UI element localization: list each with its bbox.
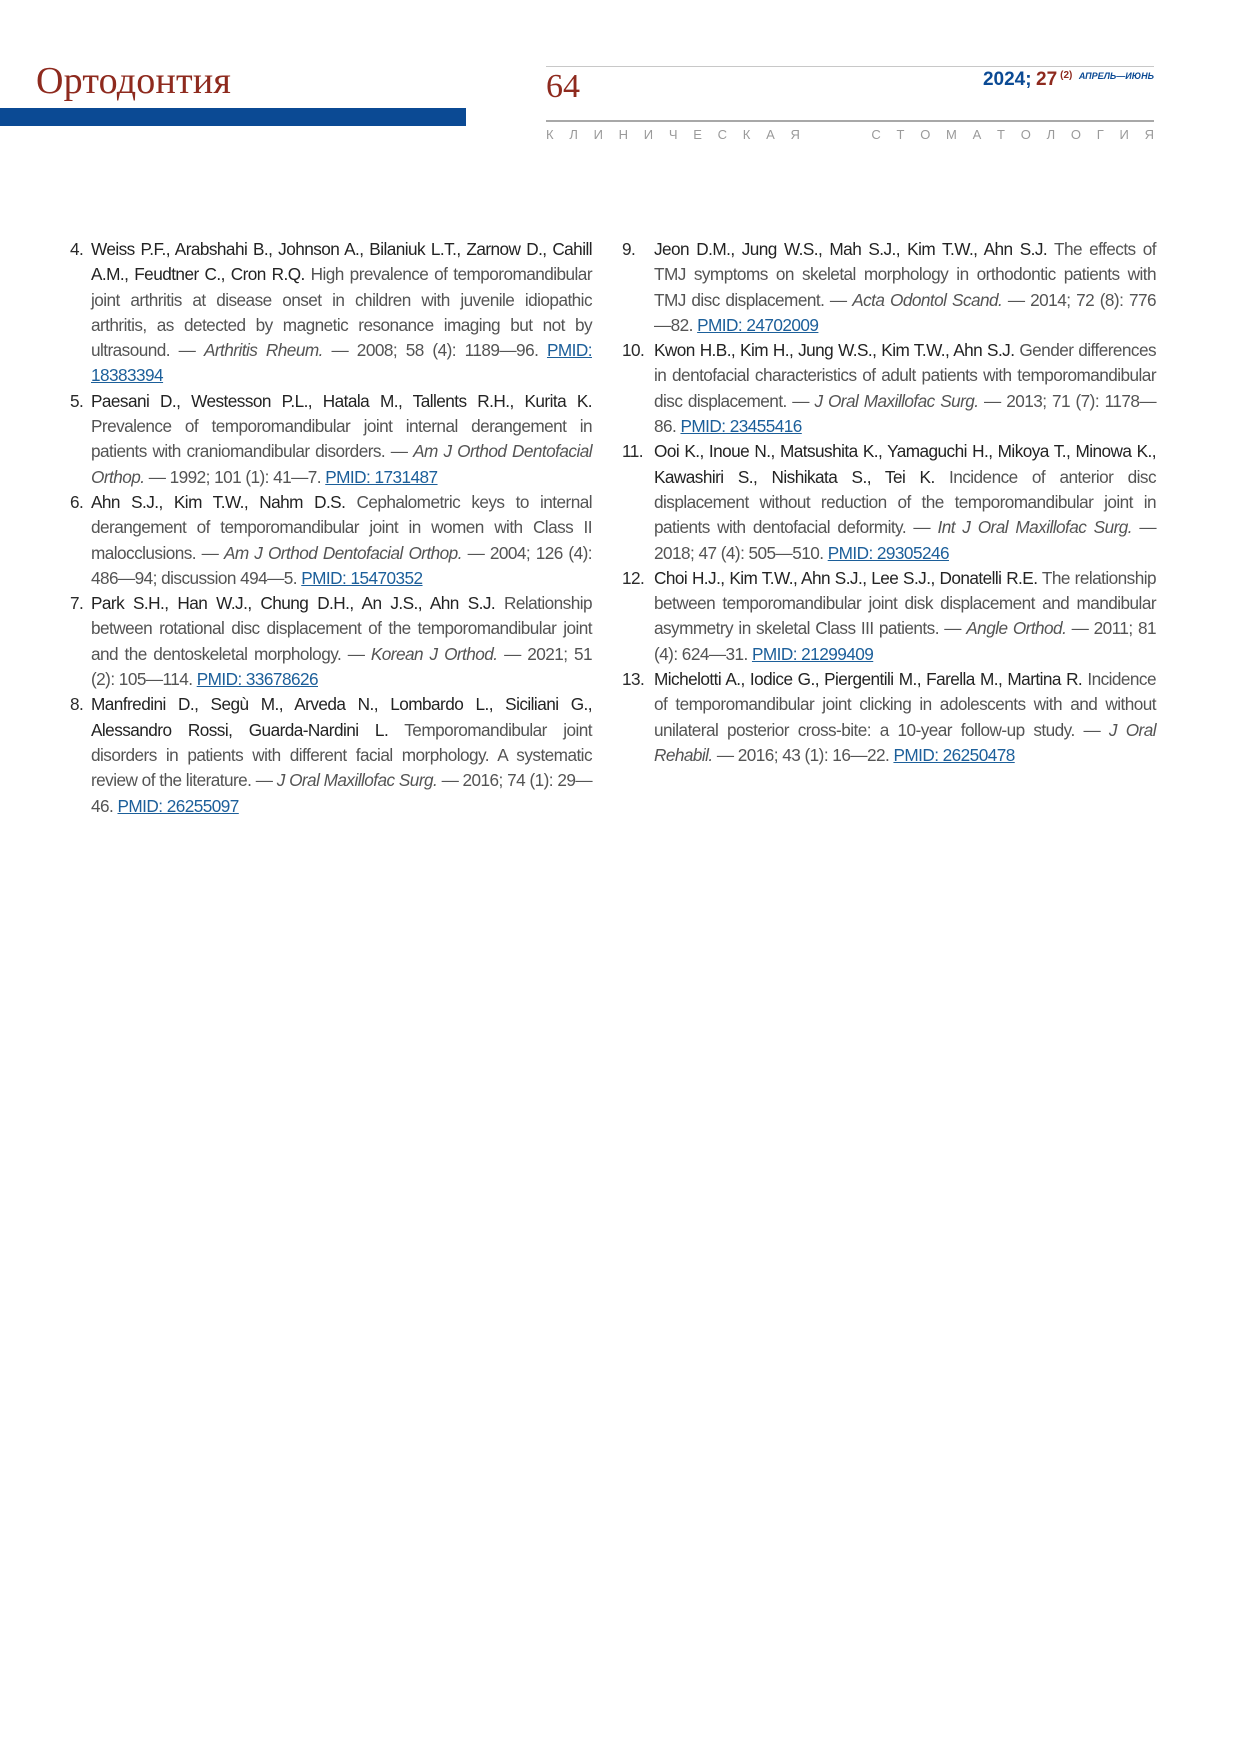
reference-authors: Kwon H.B., Kim H., Jung W.S., Kim T.W., Ahn S.J.	[654, 340, 1015, 361]
reference-journal: J Oral Rehabil.	[654, 719, 1156, 765]
reference-authors: Ahn S.J., Kim T.W., Nahm D.S.	[91, 491, 346, 512]
reference-journal: Korean J Orthod.	[370, 643, 498, 664]
reference-authors: Weiss P.F., Arabshahi B., Johnson A., Bilaniuk L.T., Zarnow D., Cahill A.M., Feudtner C., Cron R.Q.	[91, 239, 592, 285]
reference-item	[70, 237, 592, 389]
journal-name	[546, 128, 1154, 141]
reference-details: — 1992; 101 (1): 41—7.	[148, 466, 322, 487]
journal-name-letter: Л	[1046, 127, 1056, 142]
journal-name-letter: И	[1119, 127, 1129, 142]
reference-item	[70, 490, 592, 591]
reference-title: Prevalence of temporomandibular joint internal derangement in patients with craniomandibular disorders. —	[91, 416, 592, 462]
reference-number: 12.	[622, 567, 645, 588]
reference-journal: J Oral Maxillofac Surg.	[814, 390, 979, 411]
header-divider	[546, 120, 1154, 122]
journal-name-letter: К	[546, 127, 554, 142]
journal-name-letter: К	[742, 127, 751, 142]
reference-authors: Choi H.J., Kim T.W., Ahn S.J., Lee S.J., Donatelli R.E.	[654, 567, 1038, 588]
reference-number: 8.	[70, 694, 84, 715]
reference-pmid-link[interactable]: PMID: 18383394	[91, 340, 592, 386]
reference-authors: Manfredini D., Segù M., Arveda N., Lombardo L., Siciliani G., Alessandro Rossi, Guarda-Nardini L.	[91, 694, 592, 740]
journal-name-letter: Т	[896, 127, 905, 142]
reference-pmid-link[interactable]: PMID: 1731487	[325, 466, 438, 487]
reference-pmid-link[interactable]: PMID: 29305246	[827, 542, 949, 563]
reference-authors: Michelotti A., Iodice G., Piergentili M., Farella M., Martina R.	[654, 669, 1083, 690]
reference-title: The relationship between temporomandibular joint disk displacement and mandibular asymmetry in skeletal Class III patients. —	[654, 567, 1156, 639]
reference-number: 4.	[70, 239, 84, 259]
reference-details: — 2021; 51 (2): 105—114.	[91, 643, 593, 690]
reference-item	[622, 439, 1156, 565]
reference-pmid-link[interactable]: PMID: 33678626	[196, 669, 318, 690]
reference-pmid-link[interactable]: PMID: 26250478	[893, 744, 1015, 765]
reference-item	[622, 566, 1156, 667]
journal-name-letter: Н	[618, 127, 629, 142]
reference-number: 11.	[622, 441, 643, 462]
journal-name-gap	[816, 128, 856, 141]
journal-name-letter: И	[643, 127, 654, 142]
references-column-left	[70, 237, 592, 819]
journal-name-letter: Е	[693, 127, 702, 142]
reference-item	[70, 591, 592, 692]
journal-name-letter: О	[920, 127, 931, 142]
reference-authors: Ooi K., Inoue N., Matsushita K., Yamaguchi H., Mikoya T., Minowa K., Kawashiri S., Nishikata S., Tei K.	[654, 441, 1156, 487]
journal-name-letter: М	[946, 127, 957, 142]
journal-name-letter: О	[1070, 127, 1081, 142]
references-column-right	[622, 237, 1156, 768]
reference-number: 5.	[70, 390, 84, 411]
reference-journal: J Oral Maxillofac Surg.	[276, 770, 438, 791]
issue-info	[983, 70, 1154, 89]
reference-title: Relationship between rotational disc displacement of the temporomandibular joint and the dentoskeletal morphology. —	[91, 593, 592, 664]
reference-item	[622, 237, 1156, 338]
reference-pmid-link[interactable]: PMID: 15470352	[301, 567, 423, 588]
reference-pmid-link[interactable]: PMID: 23455416	[680, 416, 802, 437]
reference-title: High prevalence of temporomandibular joint arthritis at disease onset in children with juvenile idiopathic arthritis, as detected by magnetic resonance imaging but not by ultrasound. —	[91, 264, 592, 361]
reference-title: Gender differences in dentofacial characteristics of adult patients with temporomandibular disc displacement. —	[654, 340, 1156, 411]
journal-name-letter: Т	[997, 127, 1005, 142]
journal-name-letter: А	[972, 127, 982, 142]
reference-journal: Am J Orthod Dentofacial Orthop.	[223, 542, 462, 563]
reference-item	[70, 389, 592, 490]
journal-name-letter: Л	[569, 127, 578, 142]
reference-number: 10.	[622, 340, 645, 361]
reference-pmid-link[interactable]: PMID: 26255097	[117, 795, 239, 816]
journal-name-letter: Ч	[668, 127, 678, 142]
journal-name-letter: О	[1020, 127, 1031, 142]
reference-journal: Arthritis Rheum.	[203, 340, 323, 361]
journal-name-letter: И	[593, 127, 603, 142]
reference-journal: Acta Odontol Scand.	[852, 289, 1003, 310]
reference-title: The effects of TMJ symptoms on skeletal morphology in orthodontic patients with TMJ disc displacement. —	[654, 239, 1156, 310]
section-color-bar	[0, 108, 466, 126]
reference-number: 6.	[70, 491, 84, 512]
journal-name-letter: Г	[1096, 127, 1104, 142]
issue-months: АПРЕЛЬ—ИЮНЬ	[1078, 71, 1154, 81]
reference-journal: Int J Oral Maxillofac Surg.	[937, 517, 1132, 538]
reference-number: 9.	[622, 239, 636, 259]
reference-item	[622, 667, 1156, 768]
reference-authors: Paesani D., Westesson P.L., Hatala M., Tallents R.H., Kurita K.	[91, 390, 592, 411]
header-top-rule	[546, 66, 1154, 67]
journal-name-letter: С	[717, 127, 728, 142]
journal-name-letter: А	[766, 127, 775, 142]
reference-title: Cephalometric keys to internal derangement of temporomandibular joint in women with Class II malocclusions. —	[91, 491, 592, 563]
section-title: Ортодонтия	[36, 60, 232, 102]
reference-authors: Park S.H., Han W.J., Chung D.H., An J.S., Ahn S.J.	[91, 593, 496, 614]
reference-title: Incidence of temporomandibular joint clicking in adolescents with and without unilateral posterior cross-bite: a 10-year follow-up study. —	[654, 669, 1156, 740]
issue-number: (2)	[1060, 70, 1073, 81]
reference-details: — 2011; 81 (4): 624—31.	[654, 618, 1156, 664]
reference-details: — 2014; 72 (8): 776—82.	[654, 289, 1156, 335]
reference-journal: Am J Orthod Dentofacial Orthop.	[91, 441, 592, 487]
reference-details: — 2008; 58 (4): 1189—96.	[331, 340, 539, 361]
journal-name-letter: Я	[790, 127, 800, 142]
reference-title: Incidence of anterior disc displacement without reduction of the temporomandibular joint in patients with dentofacial deformity. —	[654, 466, 1157, 538]
reference-details: — 2013; 71 (7): 1178—86.	[654, 390, 1156, 437]
reference-details: — 2016; 43 (1): 16—22.	[716, 744, 890, 765]
reference-details: — 2004; 126 (4): 486—94; discussion 494—5.	[91, 542, 593, 588]
reference-title: Temporomandibular joint disorders in patients with different facial morphology. A systematic review of the literature. —	[91, 719, 592, 791]
reference-pmid-link[interactable]: PMID: 21299409	[751, 643, 874, 664]
reference-number: 13.	[622, 669, 645, 690]
issue-year: 2024;	[982, 69, 1032, 90]
reference-authors: Jeon D.M., Jung W.S., Mah S.J., Kim T.W., Ahn S.J.	[654, 239, 1048, 259]
reference-number: 7.	[70, 593, 84, 614]
issue-volume: 27	[1036, 69, 1058, 90]
reference-details: — 2016; 74 (1): 29—46.	[91, 770, 593, 816]
reference-item	[622, 338, 1156, 439]
journal-name-letter: С	[871, 127, 881, 142]
reference-details: — 2018; 47 (4): 505—510.	[654, 517, 1157, 563]
reference-journal: Angle Orthod.	[966, 618, 1067, 639]
reference-item	[70, 692, 592, 818]
page-number: 64	[546, 68, 580, 105]
reference-pmid-link[interactable]: PMID: 24702009	[697, 314, 819, 335]
journal-name-letter: Я	[1144, 127, 1154, 142]
